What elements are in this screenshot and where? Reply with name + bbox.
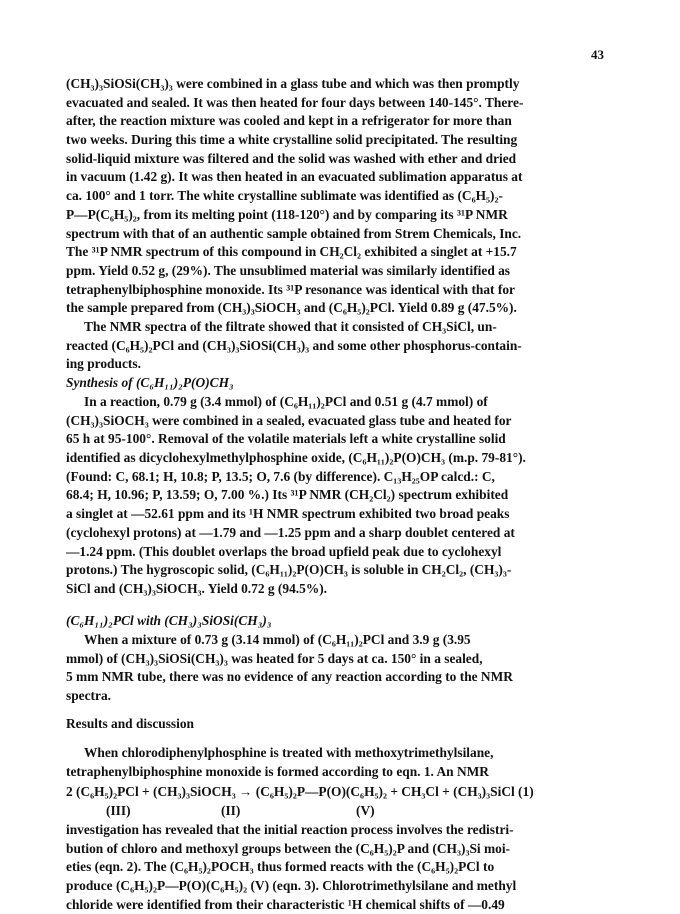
text-line: When chlorodiphenylphosphine is treated with methoxytrimethylsilane,	[84, 745, 494, 760]
text-line: after, the reaction mixture was cooled and kept in a refrigerator for more than	[66, 113, 512, 129]
text-line: (cyclohexyl protons) at —1.79 and —1.25 ppm and a sharp doublet centered at	[66, 524, 515, 540]
results-heading-block	[66, 715, 626, 734]
text-line: (CH₃)₃SiOCH₃ were combined in a sealed, evacuated glass tube and heated for	[66, 412, 512, 428]
text-line: The ³¹P NMR spectrum of this compound in CH₂Cl₂ exhibited a singlet at +15.7	[66, 244, 517, 260]
text-line: reacted (C₆H₅)₂PCl and (CH₃)₃SiOSi(CH₃)₃ and some other phosphorus-contain-	[66, 337, 522, 353]
text-line: When a mixture of 0.73 g (3.14 mmol) of (C₆H₁₁)₂PCl and 3.9 g (3.95	[84, 632, 471, 647]
text-line: ing products.	[66, 356, 141, 372]
equation-1	[66, 783, 626, 818]
section-heading-synthesis: Synthesis of (C₆H₁₁)₂P(O)CH₃	[66, 375, 234, 390]
text-line: ca. 100° and 1 torr. The white crystalline sublimate was identified as (C₆H₅)₂-	[66, 188, 503, 204]
equation-text: 2 (C₆H₅)₂PCl + (CH₃)₃SiOCH₃ → (C₆H₅)₂P—P(O)(C₆H₅)₂ + CH₃Cl + (CH₃)₃SiCl (1)	[66, 784, 534, 799]
text-line: identified as dicyclohexylmethylphosphine oxide, (C₆H₁₁)₂P(O)CH₃ (m.p. 79-81°).	[66, 450, 526, 466]
text-line: in vacuum (1.42 g). It was then heated in an evacuated sublimation apparatus at	[66, 169, 523, 185]
text-line: solid-liquid mixture was filtered and the solid was washed with ether and dried	[66, 150, 517, 166]
page-number: 43	[591, 47, 604, 62]
section-heading-results: Results and discussion	[66, 716, 195, 731]
text-line: mmol) of (CH₃)₃SiOSi(CH₃)₃ was heated for 5 days at ca. 150° in a sealed,	[66, 650, 483, 666]
text-line: 68.4; H, 10.96; P, 13.59; O, 7.00 %.) Its ³¹P NMR (CH₂Cl₂) spectrum exhibited	[66, 487, 509, 503]
text-line: tetraphenylbiphosphine monoxide. Its ³¹P resonance was identical with that for	[66, 281, 515, 297]
text-line: P—P(C₆H₅)₂, from its melting point (118-120°) and by comparing its ³¹P NMR	[66, 206, 508, 222]
text-line: —1.24 ppm. (This doublet overlaps the broad upfield peak due to cyclohexyl	[66, 543, 502, 559]
equation-label-v: (V)	[356, 802, 375, 818]
results-paragraph-continued	[66, 821, 626, 914]
synthesis-paragraph	[66, 393, 626, 599]
text-line: eties (eqn. 2). The (C₆H₅)₂POCH₃ thus formed reacts with the (C₆H₅)₂PCl to	[66, 859, 495, 875]
equation-label-ii: (II)	[221, 802, 241, 818]
text-line: In a reaction, 0.79 g (3.4 mmol) of (C₆H₁₁)₂PCl and 0.51 g (4.7 mmol) of	[84, 394, 488, 409]
results-paragraph	[66, 744, 626, 781]
experimental-paragraph-1	[66, 75, 626, 318]
text-line: evacuated and sealed. It was then heated for four days between 140-145°. There-	[66, 94, 524, 110]
text-line: protons.) The hygroscopic solid, (C₆H₁₁)₂P(O)CH₃ is soluble in CH₂Cl₂, (CH₃)₃-	[66, 562, 512, 578]
text-line: investigation has revealed that the initial reaction process involves the redistri-	[66, 822, 514, 837]
text-line: (CH₃)₃SiOSi(CH₃)₃ were combined in a glass tube and which was then promptly	[66, 76, 520, 91]
reaction-heading-block	[66, 612, 626, 631]
text-line: SiCl and (CH₃)₃SiOCH₃. Yield 0.72 g (94.5%).	[66, 580, 328, 596]
text-line: two weeks. During this time a white crystalline solid precipitated. The resulting	[66, 132, 518, 148]
section-heading-reaction: (C₆H₁₁)₂PCl with (CH₃)₃SiOSi(CH₃)₃	[66, 613, 272, 628]
synthesis-heading-block	[66, 374, 626, 393]
text-line: spectrum with that of an authentic sample obtained from Strem Chemicals, Inc.	[66, 225, 522, 241]
text-line: ppm. Yield 0.52 g, (29%). The unsublimed material was similarly identified as	[66, 262, 511, 278]
text-line: 5 mm NMR tube, there was no evidence of any reaction according to the NMR	[66, 669, 513, 685]
text-line: chloride were identified from their characteristic ¹H chemical shifts of —0.49	[66, 896, 505, 912]
text-line: produce (C₆H₅)₂P—P(O)(C₆H₅)₂ (V) (eqn. 3). Chlorotrimethylsilane and methyl	[66, 878, 517, 894]
text-line: spectra.	[66, 688, 111, 704]
equation-label-iii: (III)	[106, 802, 131, 818]
text-line: the sample prepared from (CH₃)₃SiOCH₃ and (C₆H₅)₂PCl. Yield 0.89 g (47.5%).	[66, 300, 517, 316]
text-line: (Found: C, 68.1; H, 10.8; P, 13.5; O, 7.6 (by difference). C₁₃H₂₅OP calcd.: C,	[66, 468, 495, 484]
reaction-paragraph	[66, 631, 626, 706]
text-line: bution of chloro and methoxyl groups between the (C₆H₅)₂P and (CH₃)₃Si moi-	[66, 840, 511, 856]
text-line: a singlet at —52.61 ppm and its ¹H NMR spectrum exhibited two broad peaks	[66, 506, 510, 522]
equation-labels	[66, 802, 626, 818]
text-line: 65 h at 95-100°. Removal of the volatile materials left a white crystalline solid	[66, 431, 506, 447]
text-line: tetraphenylbiphosphine monoxide is formed according to eqn. 1. An NMR	[66, 763, 489, 779]
text-line: The NMR spectra of the filtrate showed that it consisted of CH₃SiCl, un-	[84, 319, 497, 334]
filtrate-paragraph	[66, 318, 626, 374]
